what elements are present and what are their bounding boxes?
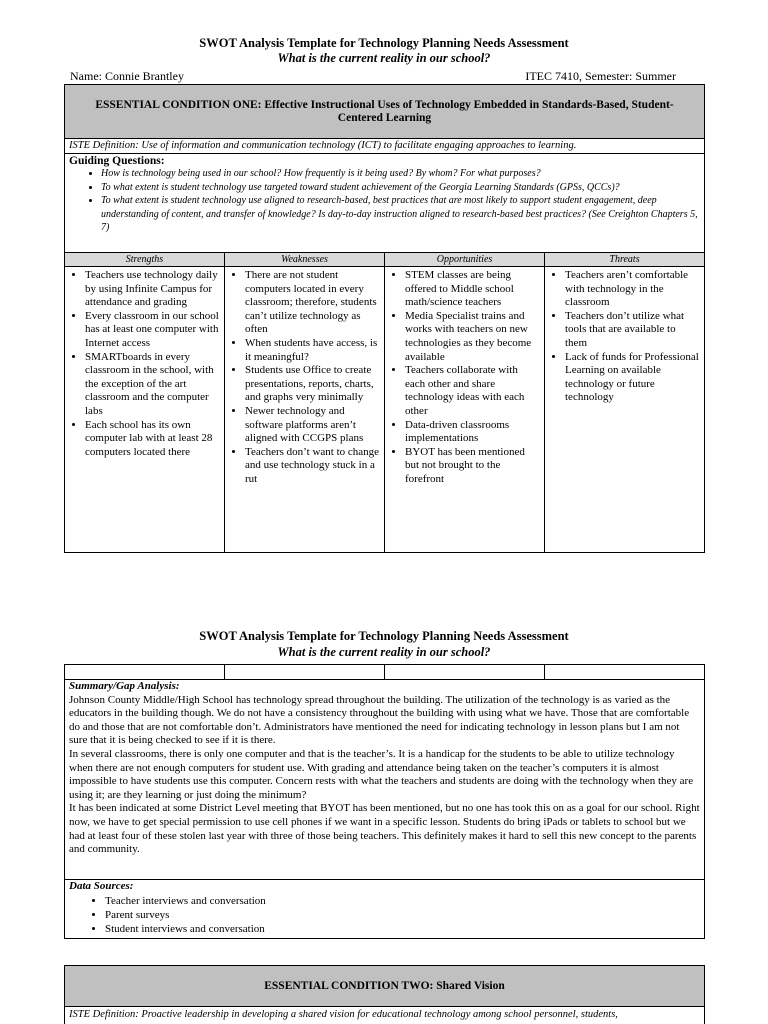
essential-condition-one-text: ESSENTIAL CONDITION ONE: Effective Instructional Uses of Technology Embedded in Standards-Based, Student-Centered Learning: [95, 98, 674, 124]
data-source-item: • Student interviews and conversation: [105, 922, 700, 936]
course-info: ITEC 7410, Semester: Summer: [525, 69, 676, 83]
threats-list: [545, 267, 704, 405]
strength-item: • SMARTboards in every classroom in the school, with the exception of the art classroom and the computer labs: [85, 351, 220, 419]
opportunity-item: • BYOT has been mentioned but not brought to the forefront: [405, 446, 540, 487]
strength-item: • Each school has its own computer lab with at least 28 computers located there: [85, 419, 220, 460]
strengths-header: Strengths: [65, 253, 224, 267]
summary-heading: Summary/Gap Analysis:: [69, 680, 180, 692]
weaknesses-column: [224, 252, 385, 553]
opportunity-item: • Data-driven classrooms implementations: [405, 419, 540, 446]
iste-definition-one: ISTE Definition: Use of information and communication technology (ICT) to facilitate engaging approaches to learning.: [64, 138, 705, 154]
opportunities-list: [385, 267, 544, 487]
essential-condition-one-header: [64, 84, 705, 139]
opportunity-item: • STEM classes are being offered to Middle school math/science teachers: [405, 269, 540, 310]
essential-condition-two-header: [64, 965, 705, 1007]
data-source-item: • Teacher interviews and conversation: [105, 894, 700, 908]
threats-column: [544, 252, 705, 553]
guiding-questions-heading: Guiding Questions:: [69, 155, 165, 167]
strength-item: • Teachers use technology daily by using Infinite Campus for attendance and grading: [85, 269, 220, 310]
weaknesses-header: Weaknesses: [225, 253, 384, 267]
opportunity-item: • Teachers collaborate with each other and share technology ideas with each other: [405, 364, 540, 418]
threat-item: • Teachers aren’t comfortable with technology in the classroom: [565, 269, 700, 310]
weakness-item: • When students have access, is it meaningful?: [245, 337, 380, 364]
weakness-item: • Teachers don’t want to change and use technology stuck in a rut: [245, 446, 380, 487]
data-sources-section: [64, 879, 705, 939]
essential-condition-two-text: ESSENTIAL CONDITION TWO: Shared Vision: [264, 979, 505, 992]
weakness-item: • Newer technology and software platforms aren’t aligned with CCGPS plans: [245, 405, 380, 446]
guiding-question: • To what extent is student technology use targeted toward student achievement of the Georgia Learning Standards (GPSs, QCCs)?: [101, 181, 700, 195]
page1-title: SWOT Analysis Template for Technology Planning Needs Assessment: [199, 36, 569, 50]
opportunity-item: • Media Specialist trains and works with teachers on new technologies as they become available: [405, 310, 540, 364]
data-sources-heading: Data Sources:: [69, 880, 134, 892]
weakness-item: • There are not student computers located in every classroom; therefore, students can’t utilize technology as often: [245, 269, 380, 337]
strengths-column: [64, 252, 225, 553]
threat-item: • Lack of funds for Professional Learning on available technology or future technology: [565, 351, 700, 405]
summary-gap-analysis-section: [64, 679, 705, 880]
empty-cell: [64, 664, 225, 680]
weaknesses-list: [225, 267, 384, 487]
author-name: Name: Connie Brantley: [70, 69, 184, 83]
summary-paragraph: In several classrooms, there is only one computer and that is the teacher’s. It is a handicap for the students to be able to utilize technology when there are not enough computers for student use. With grading and attendance being taken on the teacher’s computers it is almost impossible to have students use this computer. Concern rests with what the teachers and students are doing with the technology when they are using it; are they learning or just doing the minimum?: [69, 747, 694, 801]
threat-item: • Teachers don’t utilize what tools that are available to them: [565, 310, 700, 351]
summary-paragraph: It has been indicated at some District Level meeting that BYOT has been mentioned, but no one has took this on as a goal for our school. Right now, we have to get special permission to use cell phones if we want in a specific lesson. Students do bring iPads or tablets to school but we had at least four of these stolen last year with three of those being teachers. This definitely makes it hard to sell this new concept to the parents and community.: [69, 802, 700, 856]
data-sources-list: [69, 894, 700, 936]
weakness-item: • Students use Office to create presentations, reports, charts, and graphs very minimally: [245, 364, 380, 405]
iste-definition-two: ISTE Definition: Proactive leadership in developing a shared vision for educational technology among school personnel, students,: [64, 1006, 705, 1024]
strength-item: • Every classroom in our school has at least one computer with Internet access: [85, 310, 220, 351]
empty-cell: [384, 664, 545, 680]
page2-title: SWOT Analysis Template for Technology Planning Needs Assessment: [199, 629, 569, 643]
guiding-questions-section: [64, 153, 705, 253]
name-line: [70, 69, 676, 84]
guiding-questions-list: [69, 167, 700, 235]
opportunities-header: Opportunities: [385, 253, 544, 267]
empty-cell: [224, 664, 385, 680]
threats-header: Threats: [545, 253, 704, 267]
strengths-list: [65, 267, 224, 459]
data-source-item: • Parent surveys: [105, 908, 700, 922]
summary-paragraph: Johnson County Middle/High School has technology spread throughout the building. The utilization of the technology is as varied as the educators in the building though. We do not have a consistency throughout the building with using what we have. Those that are comfortable do and those that are not comfortable don’t. Administrators have mentioned the need for indicating technology in lesson plans but I am not sure that it is being checked to see if it is there.: [69, 693, 690, 747]
guiding-question: • To what extent is student technology use aligned to research-based, best practices that are most likely to support student engagement, deep understanding of content, and transfer of knowledge? Is day-to-day instruction aligned to research-based best practices? (See Creighton Chapters 5, 7): [101, 194, 700, 235]
guiding-question: • How is technology being used in our school? How frequently is it being used? By whom? For what purposes?: [101, 167, 700, 181]
page1-subtitle: What is the current reality in our school?: [277, 51, 491, 65]
opportunities-column: [384, 252, 545, 553]
empty-cell: [544, 664, 705, 680]
page2-subtitle: What is the current reality in our school?: [277, 645, 491, 659]
